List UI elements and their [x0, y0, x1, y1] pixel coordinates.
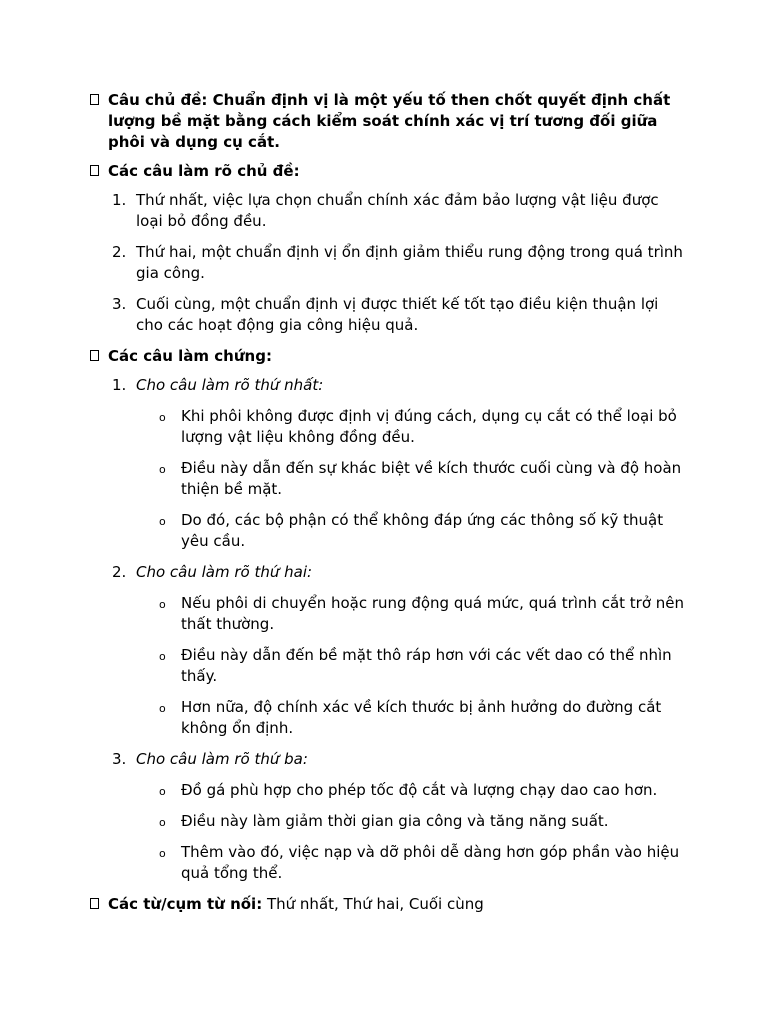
connectors-label: Các từ/cụm từ nối:	[108, 895, 263, 913]
sub-list-item-text: Khi phôi không được định vị đúng cách, dụng cụ cắt có thể loại bỏ lượng vật liệu không đồng đều.	[181, 407, 677, 446]
sub-list-item-text: Thêm vào đó, việc nạp và dỡ phôi dễ dàng hơn góp phần vào hiệu quả tổng thể.	[181, 843, 680, 882]
clarify-list	[90, 190, 690, 336]
evidence-sublist	[136, 406, 690, 552]
sub-list-item-text: Do đó, các bộ phận có thể không đáp ứng các thông số kỹ thuật yêu cầu.	[181, 511, 664, 550]
evidence-group-title: Cho câu làm rõ thứ ba:	[136, 750, 308, 768]
clarify-heading	[90, 161, 690, 182]
list-item	[90, 242, 690, 284]
list-item	[90, 294, 690, 336]
list-number: 2.	[112, 243, 127, 261]
sub-list-item	[136, 406, 690, 448]
connectors-line	[90, 894, 690, 915]
list-item-text: Thứ nhất, việc lựa chọn chuẩn chính xác đảm bảo lượng vật liệu được loại bỏ đồng đều.	[136, 191, 659, 230]
list-number: 2.	[112, 563, 127, 581]
sub-list-item	[136, 458, 690, 500]
evidence-sublist	[136, 780, 690, 884]
checkbox-bullet-icon	[90, 165, 99, 176]
evidence-group-title: Cho câu làm rõ thứ hai:	[136, 563, 313, 581]
list-item-text: Thứ hai, một chuẩn định vị ổn định giảm thiểu rung động trong quá trình gia công.	[136, 243, 683, 282]
sub-list-item	[136, 811, 690, 832]
sub-list-item	[136, 842, 690, 884]
list-number: 1.	[112, 191, 127, 209]
document-content	[90, 90, 690, 923]
sub-list-item	[136, 645, 690, 687]
circle-bullet-icon: o	[159, 598, 166, 611]
evidence-group-title: Cho câu làm rõ thứ nhất:	[136, 376, 324, 394]
list-number: 3.	[112, 295, 127, 313]
topic-label: Câu chủ đề:	[108, 91, 208, 109]
circle-bullet-icon: o	[159, 785, 166, 798]
list-item	[90, 190, 690, 232]
circle-bullet-icon: o	[159, 463, 166, 476]
checkbox-bullet-icon	[90, 350, 99, 361]
sub-list-item-text: Hơn nữa, độ chính xác về kích thước bị ảnh hưởng do đường cắt không ổn định.	[181, 698, 662, 737]
circle-bullet-icon: o	[159, 650, 166, 663]
evidence-group	[90, 375, 690, 552]
topic-text: Chuẩn định vị là một yếu tố then chốt quyết định chất lượng bề mặt bằng cách kiểm soát chính xác vị trí tương đối giữa phôi và dụng cụ cắt.	[108, 91, 671, 151]
list-number: 3.	[112, 750, 127, 768]
circle-bullet-icon: o	[159, 411, 166, 424]
sub-list-item-text: Điều này làm giảm thời gian gia công và tăng năng suất.	[181, 812, 609, 830]
list-item-text: Cuối cùng, một chuẩn định vị được thiết kế tốt tạo điều kiện thuận lợi cho các hoạt động gia công hiệu quả.	[136, 295, 659, 334]
sub-list-item-text: Nếu phôi di chuyển hoặc rung động quá mức, quá trình cắt trở nên thất thường.	[181, 594, 685, 633]
clarify-label: Các câu làm rõ chủ đề:	[108, 162, 300, 180]
evidence-group	[90, 749, 690, 884]
evidence-list	[90, 375, 690, 884]
topic-sentence	[90, 90, 690, 153]
evidence-heading	[90, 346, 690, 367]
circle-bullet-icon: o	[159, 816, 166, 829]
evidence-sublist	[136, 593, 690, 739]
connectors-text: Thứ nhất, Thứ hai, Cuối cùng	[266, 895, 484, 913]
sub-list-item	[136, 780, 690, 801]
circle-bullet-icon: o	[159, 515, 166, 528]
sub-list-item	[136, 697, 690, 739]
sub-list-item-text: Đồ gá phù hợp cho phép tốc độ cắt và lượng chạy dao cao hơn.	[181, 781, 658, 799]
circle-bullet-icon: o	[159, 847, 166, 860]
checkbox-bullet-icon	[90, 94, 99, 105]
list-number: 1.	[112, 376, 127, 394]
evidence-group	[90, 562, 690, 739]
sub-list-item-text: Điều này dẫn đến bề mặt thô ráp hơn với các vết dao có thể nhìn thấy.	[181, 646, 672, 685]
checkbox-bullet-icon	[90, 898, 99, 909]
sub-list-item	[136, 510, 690, 552]
sub-list-item	[136, 593, 690, 635]
sub-list-item-text: Điều này dẫn đến sự khác biệt về kích thước cuối cùng và độ hoàn thiện bề mặt.	[181, 459, 682, 498]
circle-bullet-icon: o	[159, 702, 166, 715]
evidence-label: Các câu làm chứng:	[108, 347, 272, 365]
